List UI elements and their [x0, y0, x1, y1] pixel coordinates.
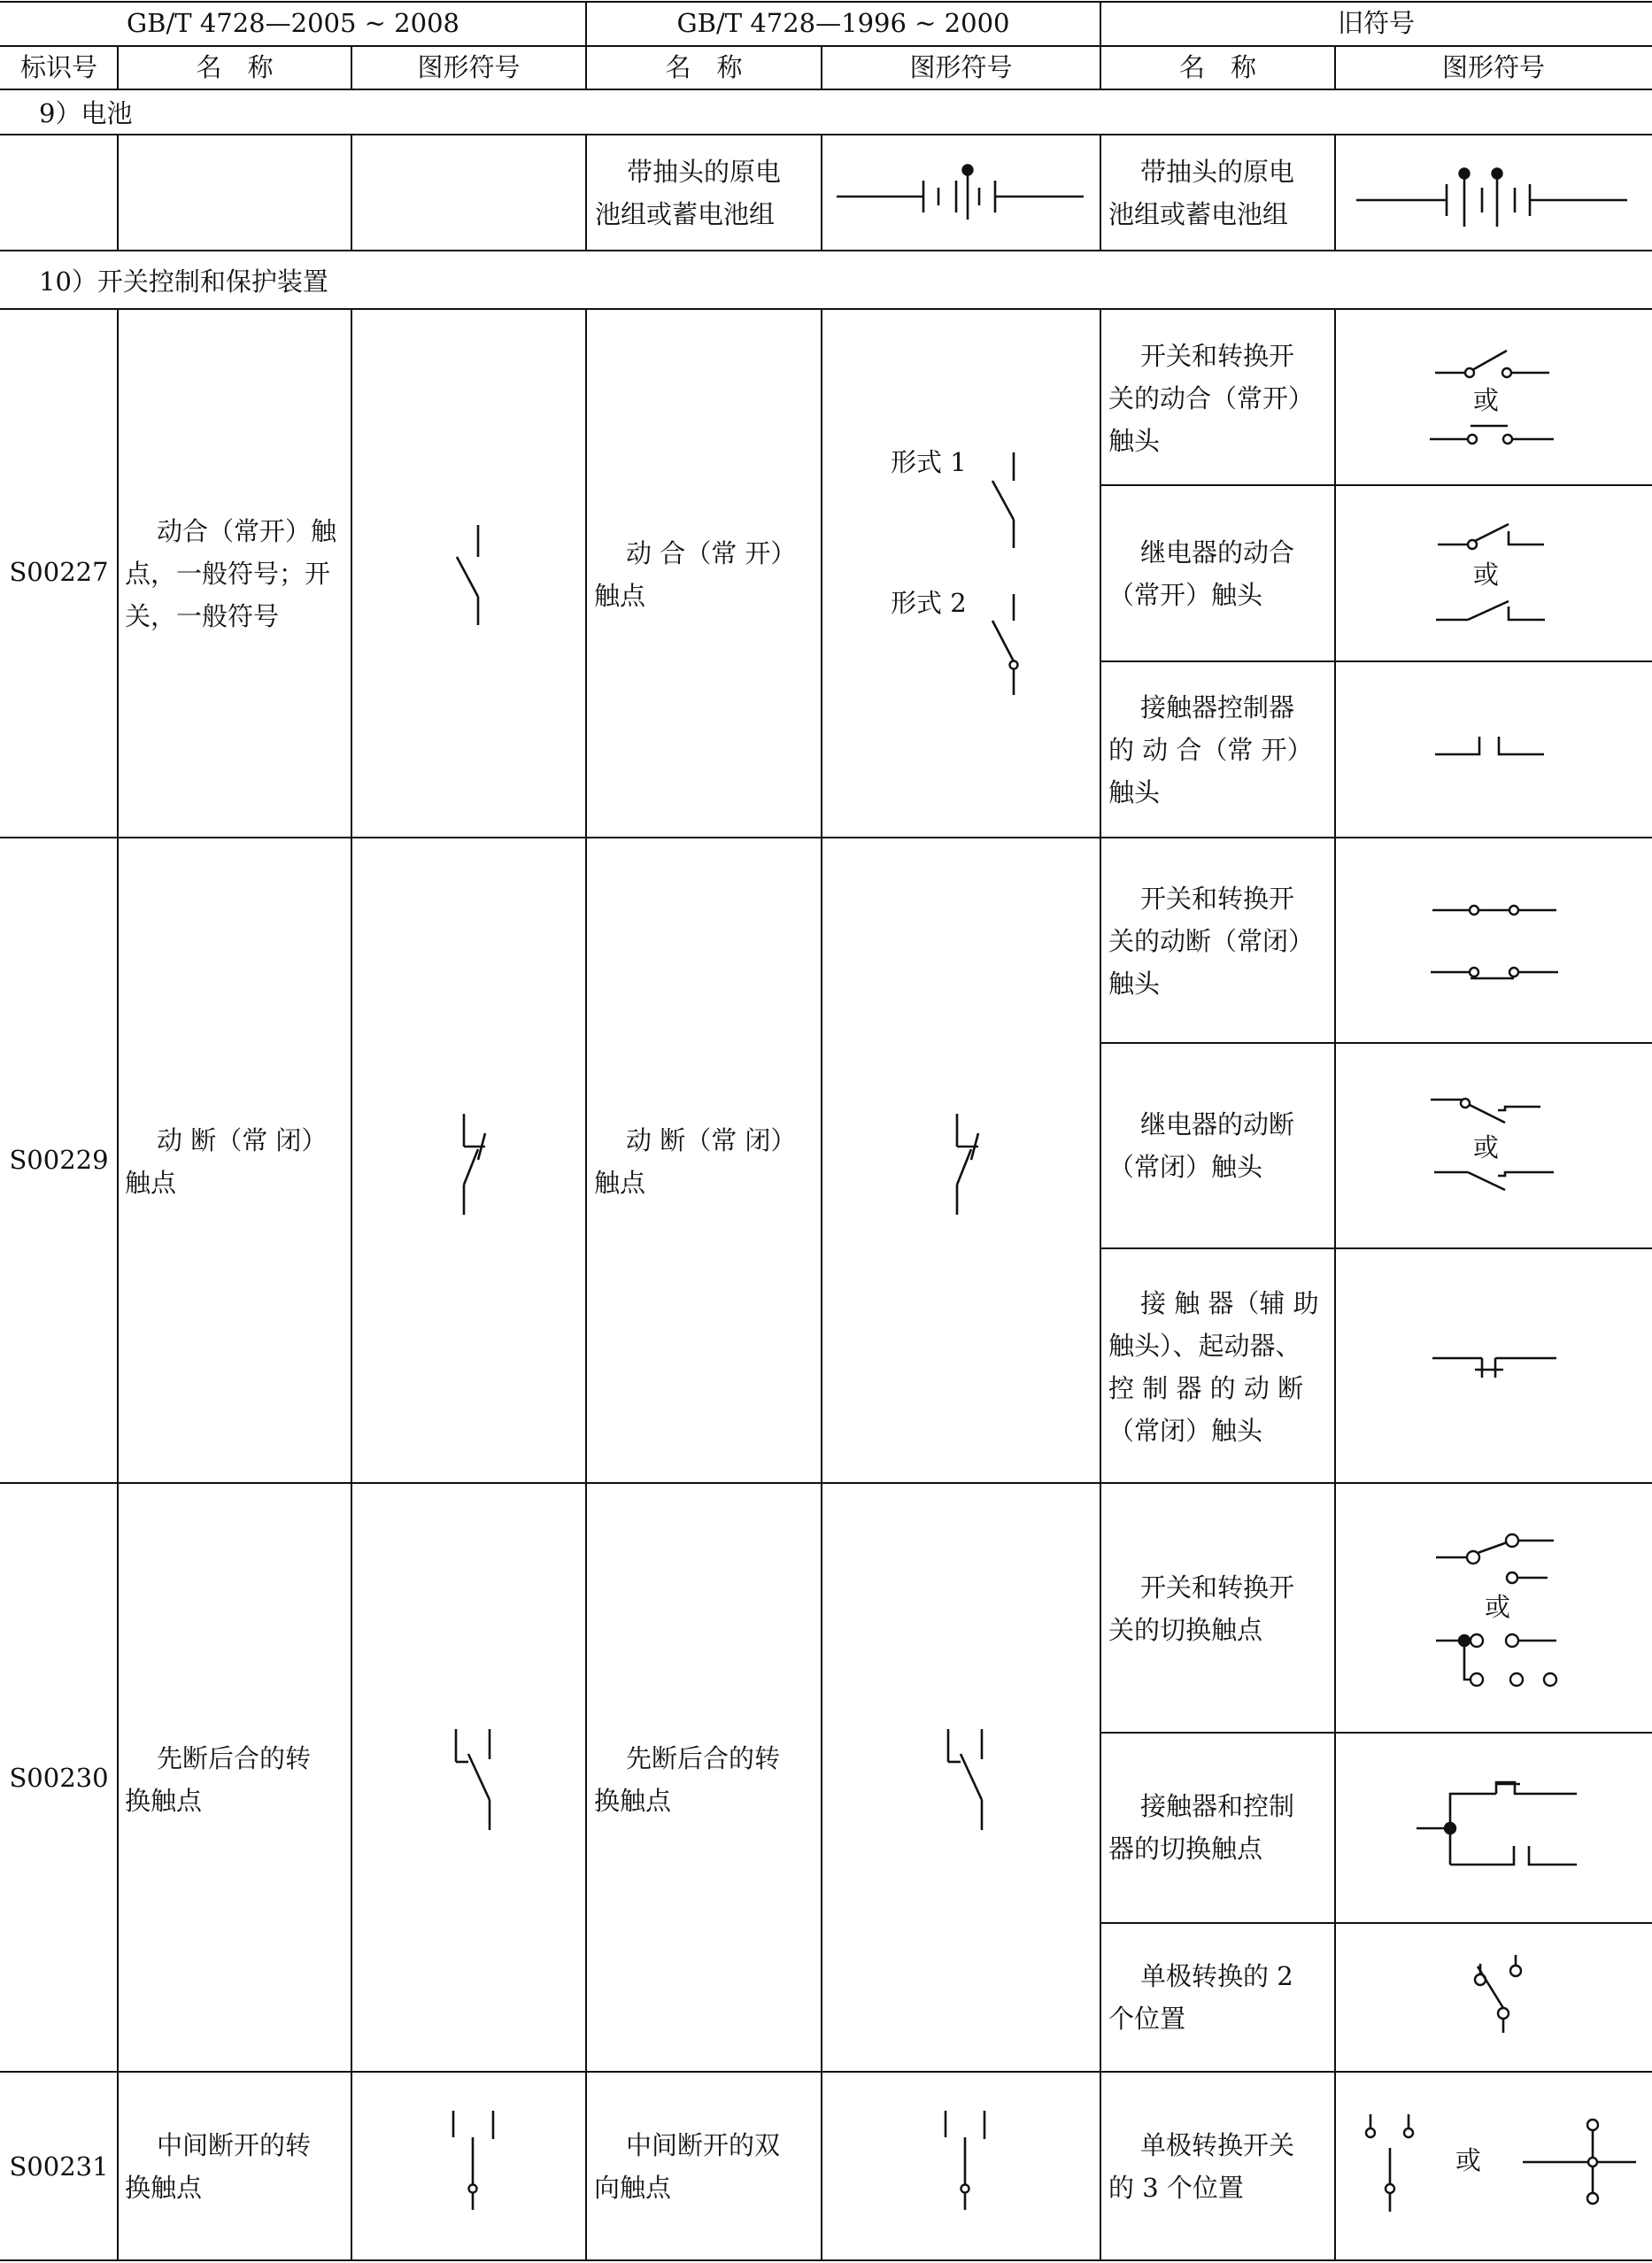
- header-col-id: 标识号: [19, 52, 97, 82]
- header-group-1996: GB/T 4728—1996 ~ 2000: [676, 8, 1010, 38]
- battery-tapped-old-symbol: [1335, 135, 1652, 251]
- old-contactor-break-symbol: [1335, 1248, 1652, 1483]
- break-contact-symbol: [351, 838, 586, 1483]
- row-name-s00229-new: 动 断（常 闭） 触点: [125, 1125, 328, 1198]
- form-1-label: 形式 1: [891, 447, 967, 477]
- old-switch-changeover-symbol: [1335, 1483, 1652, 1733]
- old-name-single-pole-3pos: 单极转换开关 的 3 个位置: [1108, 2130, 1295, 2203]
- center-off-changeover-symbol: [351, 2072, 586, 2260]
- header-col-symbol-2: 图形符号: [909, 52, 1013, 82]
- changeover-contact-symbol: [351, 1483, 586, 2072]
- changeover-contact-1996-symbol: [822, 1483, 1100, 2072]
- header-group-2005: GB/T 4728—2005 ~ 2008: [127, 8, 459, 38]
- old-name-contactor-break: 接 触 器（辅 助 触头）、起动器、 控 制 器 的 动 断 （常闭）触头: [1108, 1288, 1319, 1446]
- battery-tapped-symbol: [822, 135, 1100, 251]
- old-switch-make-symbol: [1335, 309, 1652, 485]
- old-name-relay-break: 继电器的动断 （常闭）触头: [1108, 1109, 1295, 1182]
- header-col-name-1: 名 称: [196, 52, 274, 82]
- old-name-single-pole-2pos: 单极转换的 2 个位置: [1108, 1961, 1293, 2034]
- old-relay-break-symbol: [1335, 1043, 1652, 1248]
- header-col-symbol-1: 图形符号: [417, 52, 521, 82]
- center-off-two-way-symbol: [822, 2072, 1100, 2260]
- row-code-s00230: S00230: [9, 1763, 109, 1793]
- row-name-s00229-1996: 动 断（常 闭） 触点: [594, 1125, 797, 1198]
- or-label: 或: [1473, 385, 1500, 415]
- or-label: 或: [1485, 1592, 1511, 1622]
- section-switch: 10）开关控制和保护装置: [39, 266, 328, 297]
- old-single-pole-2pos-symbol: [1335, 1923, 1652, 2072]
- old-switch-break-symbol: [1335, 838, 1652, 1043]
- old-name-contactor-make: 接触器控制器 的 动 合（常 开） 触头: [1108, 692, 1313, 807]
- row-name-s00231-new: 中间断开的转 换触点: [125, 2130, 312, 2203]
- row-name-s00231-1996: 中间断开的双 向触点: [594, 2130, 781, 2203]
- old-name-contactor-changeover: 接触器和控制 器的切换触点: [1108, 1791, 1295, 1864]
- header-col-name-2: 名 称: [665, 52, 743, 82]
- make-contact-symbol: [351, 309, 586, 838]
- header-col-name-3: 名 称: [1178, 52, 1256, 82]
- or-label: 或: [1473, 560, 1500, 590]
- old-name-switch-changeover: 开关和转换开 关的切换触点: [1108, 1572, 1295, 1645]
- battery-name-1996: 带抽头的原电 池组或蓄电池组: [595, 157, 782, 229]
- or-label: 或: [1473, 1132, 1500, 1162]
- row-code-s00229: S00229: [9, 1145, 109, 1175]
- old-name-switch-make: 开关和转换开 关的动合（常开） 触头: [1108, 341, 1315, 456]
- old-single-pole-3pos-symbol: [1335, 2072, 1652, 2260]
- make-contact-1996-symbol: [822, 309, 1100, 838]
- old-name-relay-make: 继电器的动合 （常开）触头: [1108, 537, 1295, 610]
- row-name-s00230-new: 先断后合的转 换触点: [125, 1743, 312, 1816]
- break-contact-1996-symbol: [822, 838, 1100, 1483]
- header-col-symbol-3: 图形符号: [1441, 52, 1545, 82]
- battery-name-old: 带抽头的原电 池组或蓄电池组: [1108, 157, 1295, 229]
- old-name-switch-break: 开关和转换开 关的动断（常闭） 触头: [1108, 884, 1315, 999]
- row-name-s00230-1996: 先断后合的转 换触点: [594, 1743, 781, 1816]
- old-relay-make-symbol: [1335, 485, 1652, 661]
- or-label: 或: [1455, 2145, 1482, 2175]
- form-2-label: 形式 2: [891, 588, 967, 618]
- old-contactor-make-symbol: [1335, 661, 1652, 838]
- row-name-s00227-new: 动合（常开）触 点，一般符号；开 关，一般符号: [125, 516, 337, 631]
- row-name-s00227-1996: 动 合（常 开） 触点: [594, 538, 797, 611]
- row-code-s00227: S00227: [9, 557, 109, 587]
- old-contactor-changeover-symbol: [1335, 1733, 1652, 1923]
- row-code-s00231: S00231: [9, 2151, 109, 2182]
- section-battery: 9）电池: [39, 98, 133, 128]
- header-group-old: 旧符号: [1337, 8, 1415, 38]
